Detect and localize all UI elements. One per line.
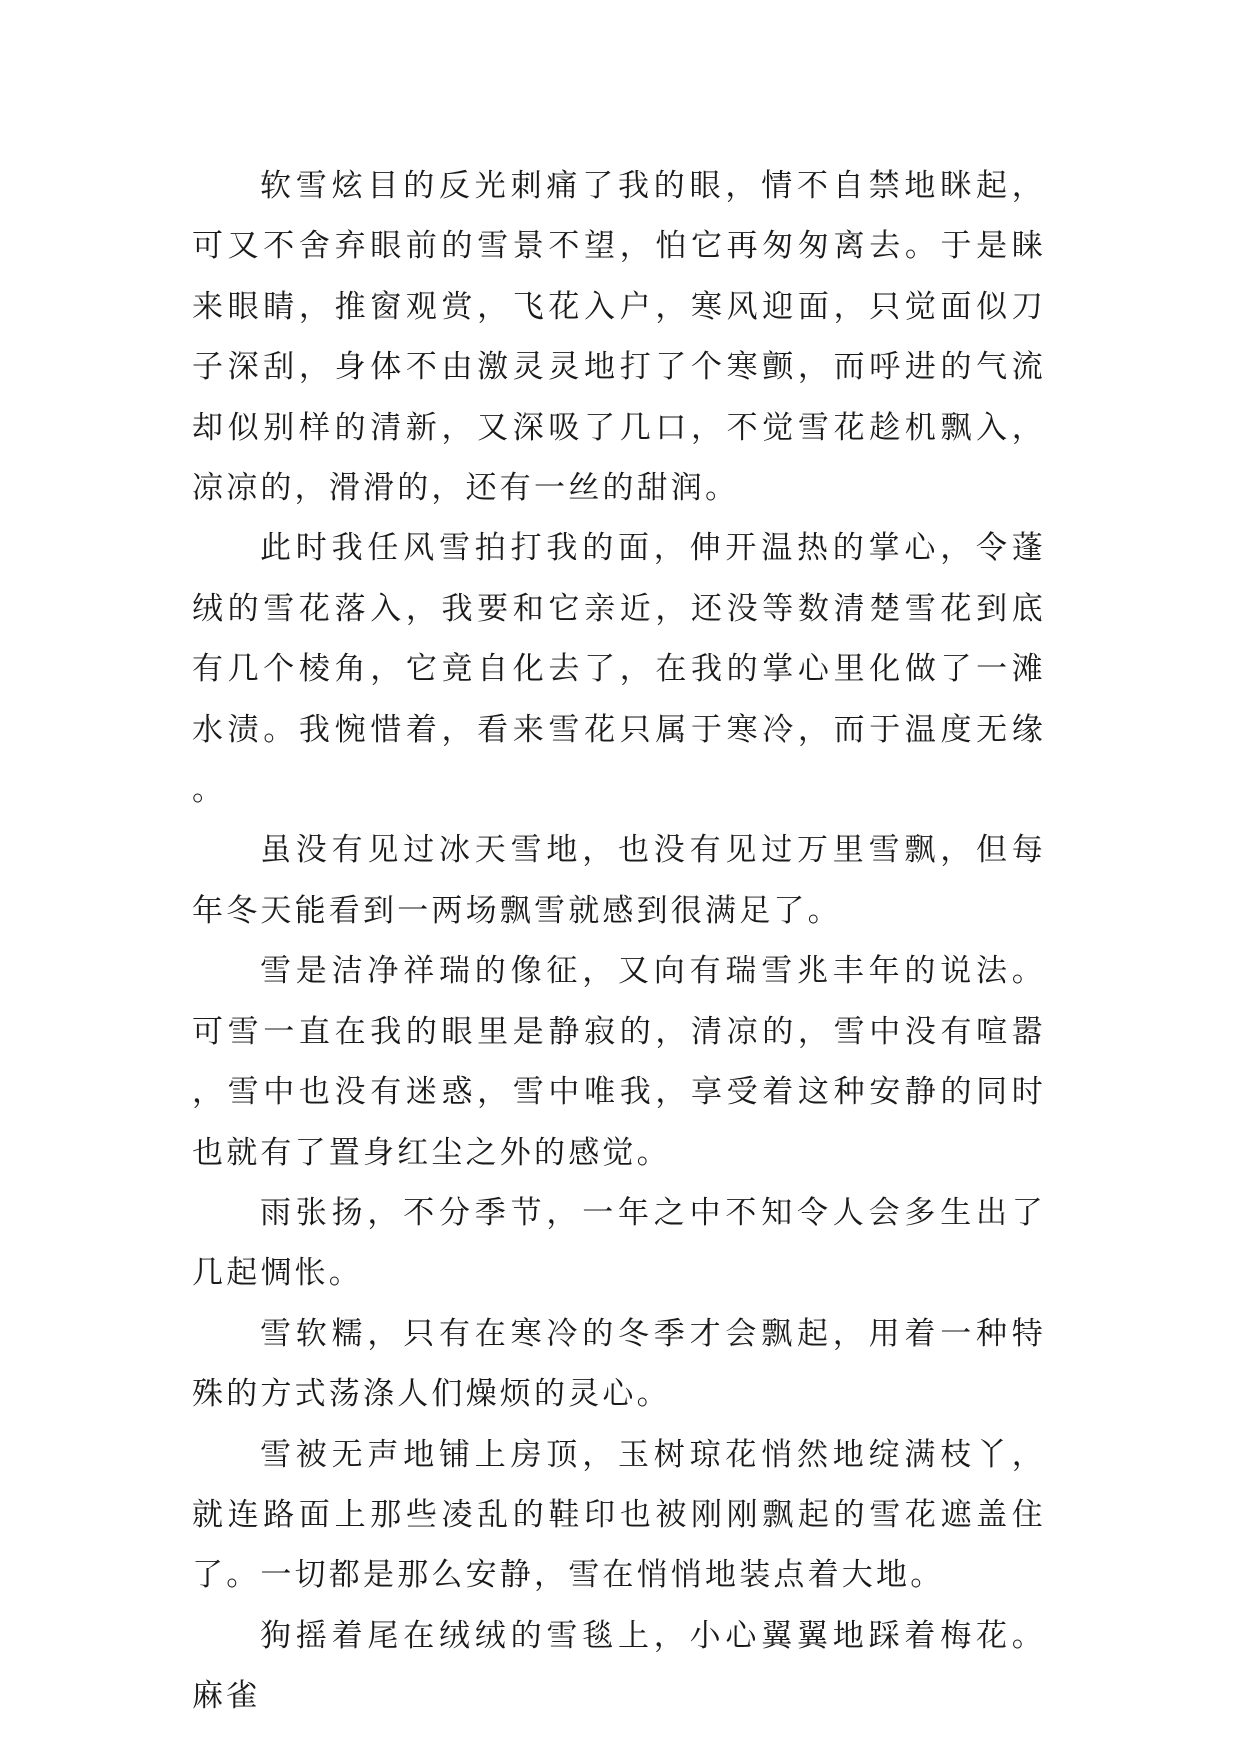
paragraph-1: 软雪炫目的反光刺痛了我的眼，情不自禁地眯起，可又不舍弃眼前的雪景不望，怕它再匆匆离去。于是睐来眼睛，推窗观赏，飞花入户，寒风迎面，只觉面似刀子深刮，身体不由激灵灵地打了个寒颤，而呼进的气流却似别样的清新，又深吸了几口，不觉雪花趁机飘入，凉凉的，滑滑的，还有一丝的甜润。 bbox=[192, 168, 1046, 507]
paragraph-4: 雪是洁净祥瑞的像征，又向有瑞雪兆丰年的说法。可雪一直在我的眼里是静寂的，清凉的，雪中没有喧嚣，雪中也没有迷惑，雪中唯我，享受着这种安静的同时也就有了置身红尘之外的感觉。 bbox=[192, 953, 1046, 1171]
paragraph-7: 雪被无声地铺上房顶，玉树琼花悄然地绽满枝丫，就连路面上那些凌乱的鞋印也被刚刚飘起的雪花遮盖住了。一切都是那么安静，雪在悄悄地装点着大地。 bbox=[192, 1436, 1046, 1594]
document-page bbox=[192, 156, 1046, 1727]
paragraph-8: 狗摇着尾在绒绒的雪毯上，小心翼翼地踩着梅花。麻雀 bbox=[192, 1617, 1046, 1715]
paragraph-2: 此时我任风雪拍打我的面，伸开温热的掌心，令蓬绒的雪花落入，我要和它亲近，还没等数清楚雪花到底有几个棱角，它竟自化去了，在我的掌心里化做了一滩水渍。我惋惜着，看来雪花只属于寒冷，而于温度无缘。 bbox=[192, 530, 1046, 809]
paragraph-5: 雨张扬，不分季节，一年之中不知令人会多生出了几起惆怅。 bbox=[192, 1194, 1046, 1292]
paragraph-3: 虽没有见过冰天雪地，也没有见过万里雪飘，但每年冬天能看到一两场飘雪就感到很满足了。 bbox=[192, 832, 1046, 929]
paragraph-6: 雪软糯，只有在寒冷的冬季才会飘起，用着一种特殊的方式荡涤人们燥烦的灵心。 bbox=[192, 1315, 1046, 1413]
